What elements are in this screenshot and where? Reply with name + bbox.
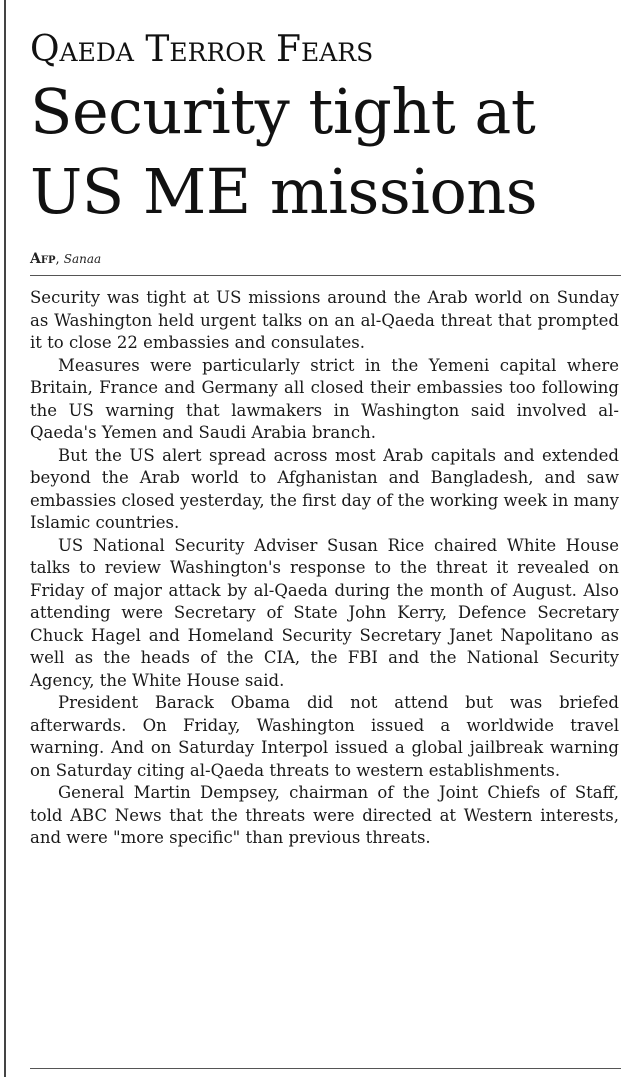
article-headline [30, 72, 537, 232]
column-divider-left [4, 0, 6, 1077]
byline-rule [30, 275, 621, 276]
article-paragraph: President Barack Obama did not attend but was briefed afterwards. On Friday, Washington issued a worldwide travel warning. And on Saturday Interpol issued a global jailbreak warning on Saturday citing al-Qaeda threats to western establishments. [30, 693, 619, 780]
headline-line-1: Security tight at [30, 75, 536, 148]
article-paragraph: Security was tight at US missions around the Arab world on Sunday as Washington held urgent talks on an al-Qaeda threat that prompted it to close 22 embassies and consulates. [30, 288, 619, 352]
article-paragraph: Measures were particularly strict in the Yemeni capital where Britain, France and Germany all closed their embassies too following the US warning that lawmakers in Washington said involved al-Qaeda's Yemen and Saudi Arabia branch. [30, 355, 619, 442]
byline [30, 251, 101, 268]
byline-place: Sanaa [63, 252, 102, 266]
headline-line-2: US ME missions [30, 155, 538, 228]
news-article [30, 0, 621, 1077]
article-kicker: Qaeda Terror Fears [30, 29, 374, 70]
article-paragraph: But the US alert spread across most Arab capitals and extended beyond the Arab world to Afghanistan and Bangladesh, and saw embassies closed yesterday, the first day of the working week in many Islamic countries. [30, 445, 619, 532]
article-end-rule [30, 1068, 621, 1069]
article-body [30, 287, 619, 850]
byline-separator: , [55, 252, 60, 267]
article-paragraph: General Martin Dempsey, chairman of the Joint Chiefs of Staff, told ABC News that the threats were directed at Western interests, and were "more specific" than previous threats. [30, 783, 619, 847]
byline-agency: Afp [30, 251, 56, 267]
article-paragraph: US National Security Adviser Susan Rice chaired White House talks to review Washington's response to the threat it revealed on Friday of major attack by al-Qaeda during the month of August. Also attending were Secretary of State John Kerry, Defence Secretary Chuck Hagel and Homeland Security Secretary Janet Napolitano as well as the heads of the CIA, the FBI and the National Security Agency, the White House said. [30, 535, 619, 690]
